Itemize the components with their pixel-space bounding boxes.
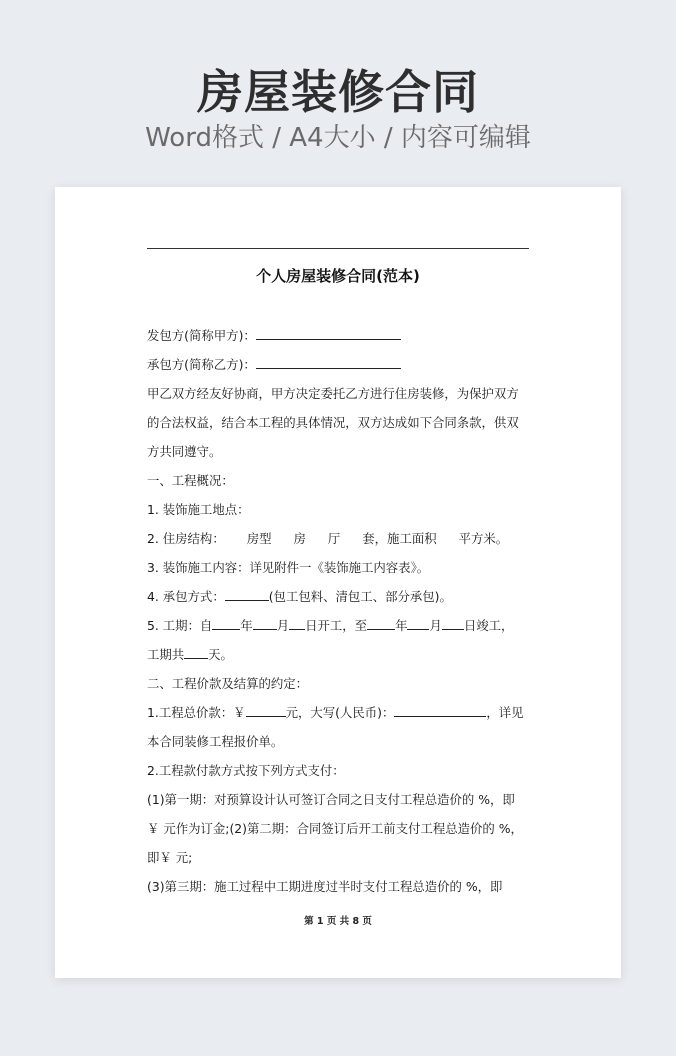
item-1-location: 1. 装饰施工地点： xyxy=(147,502,250,517)
document-body xyxy=(147,321,529,901)
price-line-2: 本合同装修工程报价单。 xyxy=(147,734,284,749)
section-2-heading: 二、工程价款及结算的约定： xyxy=(147,676,309,691)
item-2-structure: 2. 住房结构： 房型 房 厅 套，施工面积 平方米。 xyxy=(147,531,509,546)
intro-line-2: 的合法权益，结合本工程的具体情况，双方达成如下合同条款，供双 xyxy=(147,415,519,430)
item-3-content: 3. 装饰施工内容：详见附件一《装饰施工内容表》。 xyxy=(147,560,430,575)
banner-title: 房屋装修合同 xyxy=(197,65,479,119)
banner-subtitle: Word格式 / A4大小 / 内容可编辑 xyxy=(145,123,531,153)
intro-line-1: 甲乙双方经友好协商，甲方决定委托乙方进行住房装修，为保护双方 xyxy=(147,386,519,401)
intro-line-3: 方共同遵守。 xyxy=(147,444,222,459)
payment-phase-1-cont: ￥ 元作为订金;(2)第二期：合同签订后开工前支付工程总造价的 %， xyxy=(147,821,523,836)
document-title: 个人房屋装修合同(范本) xyxy=(256,267,420,285)
payment-phase-1-end: 即￥ 元; xyxy=(147,850,193,865)
party-a-blank xyxy=(256,327,401,340)
payment-phase-3: (3)第三期：施工过程中工期进度过半时支付工程总造价的 %，即 xyxy=(147,879,503,894)
item-5-total-days: 工期共 天。 xyxy=(147,647,233,662)
page-number: 第 1 页 共 8 页 xyxy=(304,916,372,927)
party-b-blank xyxy=(256,356,401,369)
party-a-line: 发包方(简称甲方)： xyxy=(147,321,529,350)
payment-phase-1: (1)第一期：对预算设计认可签订合同之日支付工程总造价的 %，即 xyxy=(147,792,515,807)
party-b-line: 承包方(简称乙方)： xyxy=(147,350,529,379)
section-1-heading: 一、工程概况： xyxy=(147,473,234,488)
price-line-1: 1.工程总价款：￥ 元，大写(人民币)： ，详见 xyxy=(147,705,524,720)
payment-method: 2.工程款付款方式按下列方式支付： xyxy=(147,763,345,778)
item-5-duration: 5. 工期：自 年 月 日开工，至 年 月 日竣工， xyxy=(147,618,514,633)
document-page xyxy=(55,187,621,978)
header-rule xyxy=(147,248,529,249)
item-4-method: 4. 承包方式： (包工包料、清包工、部分承包)。 xyxy=(147,589,452,604)
